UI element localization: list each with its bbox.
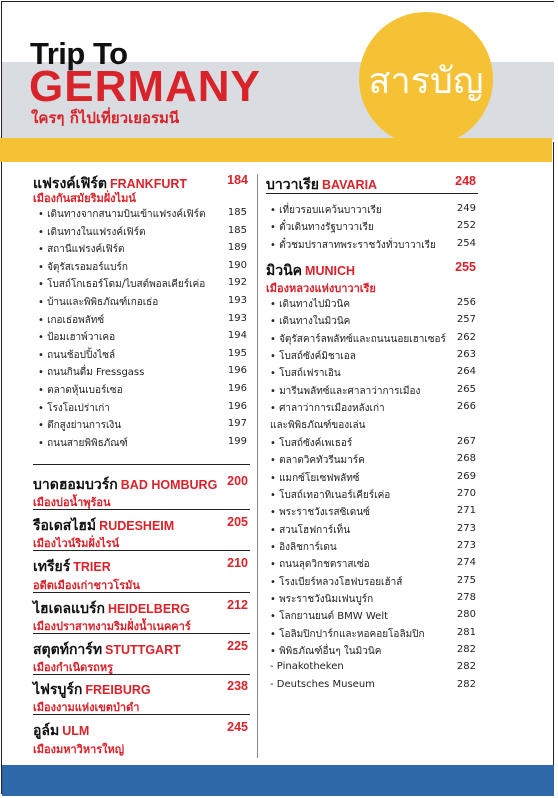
toc-item: • อิงลิชการ์เดน 273 <box>270 539 476 553</box>
section-rule-trier <box>33 592 250 593</box>
section-rule-freiburg <box>33 714 250 715</box>
section-english-name: STUTTGART <box>105 643 181 657</box>
toc-item-page: 252 <box>456 220 476 232</box>
toc-item-page: 281 <box>456 626 476 638</box>
section-subtitle-ulm: เมืองมหาวิหารใหญ่ <box>33 743 125 756</box>
toc-item-page: 271 <box>456 505 476 517</box>
toc-item: - Pinakotheken 282 <box>270 661 476 673</box>
section-thai-name: ไฮเดลแบร์ก <box>33 601 105 617</box>
toc-item-page: 257 <box>456 314 476 326</box>
toc-item-page: 267 <box>456 435 476 447</box>
section-heading-trier <box>33 556 248 578</box>
section-page-number: 212 <box>227 598 248 612</box>
section-subtitle-bad-homburg: เมืองบ่อน้ำพุร้อน <box>33 496 111 509</box>
section-subtitle-rudesheim: เมืองไวน์ริมฝั่งไรน์ <box>33 537 120 550</box>
section-english-name: BAD HOMBURG <box>120 478 218 492</box>
section-subtitle-frankfurt: เมืองกันสมัยริมฝั่งไมน์ <box>33 192 136 205</box>
section-heading-ulm <box>33 720 248 742</box>
section-english-name: TRIER <box>73 560 111 574</box>
section-page-number: 255 <box>455 260 476 274</box>
toc-item: • โรงโอเปร่าเก่า 196 <box>38 400 247 414</box>
section-subtitle-munich: เมืองหลวงแห่งบาวาเรีย <box>266 282 376 295</box>
toc-item-page: 269 <box>456 470 476 482</box>
toc-item: • โรงเบียร์หลวงโฮฟบรอยเฮ้าส์ 275 <box>270 574 476 588</box>
toc-item-page: 262 <box>456 331 476 343</box>
toc-item: • ถนนลุดวิกชตราสเซ่อ 274 <box>270 557 476 571</box>
toc-item-page: 265 <box>456 383 476 395</box>
title-subtitle: ใครๆ ก็ไปเที่ยวเยอรมนี <box>31 109 180 127</box>
title-line-1: Trip To <box>30 36 128 71</box>
section-subtitle-heidelberg: เมืองปราสาทงามริมฝั่งน้ำเนคคาร์ <box>33 620 191 633</box>
toc-item-page: 193 <box>227 312 247 324</box>
section-page-number: 225 <box>227 639 248 653</box>
toc-item: • สถานีแฟรงค์เฟิร์ต 189 <box>38 242 247 256</box>
section-rule-heidelberg <box>33 633 250 634</box>
toc-item: • เกอเธ่อพลัทซ์ 193 <box>38 312 247 326</box>
toc-item: • จัตุรัสคาร์ลพลัทซ์และถนนนอยเฮาเซอร์ 262 <box>270 331 476 345</box>
section-thai-name: รือเดสไฮม์ <box>33 518 97 534</box>
toc-item: • ตลาดหุ้นเบอร์เซอ 196 <box>38 383 247 396</box>
header-yellow-band <box>0 138 552 162</box>
toc-item-page: 199 <box>227 435 247 447</box>
section-thai-name: เทรียร์ <box>33 559 71 575</box>
toc-item-page: 263 <box>456 349 476 361</box>
toc-item: • เดินทางในมิวนิค 257 <box>270 314 476 328</box>
toc-item-page: 266 <box>456 401 476 413</box>
section-english-name: BAVARIA <box>321 178 378 192</box>
section-thai-name: แฟรงค์เฟิร์ต <box>33 176 107 192</box>
toc-item-page: 268 <box>456 453 476 465</box>
toc-item: • เดินทางในแฟรงค์เฟิร์ต 185 <box>38 224 247 238</box>
section-page-number: 245 <box>227 720 248 734</box>
section-thai-name: สตุตท์การ์ท <box>33 642 103 658</box>
toc-item: - Deutsches Museum 282 <box>270 678 476 690</box>
toc-item: • ถนนกินดื่ม Fressgass 196 <box>38 365 247 379</box>
toc-item-page: 196 <box>227 383 247 394</box>
toc-item-page: 273 <box>456 539 476 551</box>
toc-item-page: 193 <box>227 295 247 306</box>
section-thai-name: บาวาเรีย <box>266 177 319 193</box>
section-page-number: 184 <box>227 173 248 187</box>
section-english-name: FRANKFURT <box>109 177 188 191</box>
toc-item-page: 270 <box>456 487 476 499</box>
toc-item: • เดินทางไปมิวนิค 256 <box>270 297 476 310</box>
toc-item-page: 280 <box>456 609 476 621</box>
section-thai-name: บาดฮอมบวร์ก <box>33 477 118 493</box>
toc-item-page: 196 <box>227 365 247 377</box>
section-thai-name: ไฟรบูร์ก <box>33 682 83 698</box>
toc-item: • โลกยานยนต์ BMW Welt 280 <box>270 609 476 623</box>
toc-item: • พระราชวังเรสซิเดนซ์ 271 <box>270 505 476 519</box>
section-page-number: 200 <box>227 474 248 488</box>
section-rule-frankfurt <box>33 464 250 465</box>
section-rule-bavaria <box>266 193 478 194</box>
toc-item-page: 185 <box>227 207 247 218</box>
toc-item: • ถนนสายพิพิธภัณฑ์ 199 <box>38 435 247 449</box>
section-english-name: FREIBURG <box>85 683 151 697</box>
toc-item: • บ้านและพิพิธภัณฑ์เกอเธ่อ 193 <box>38 295 247 308</box>
toc-item: • เดินทางจากสนามบินเข้าแฟรงค์เฟิร์ต 185 <box>38 207 247 220</box>
toc-item: • ตลาดวิคทัวรีนมาร์ค 268 <box>270 453 476 467</box>
toc-item-page: 282 <box>456 644 476 655</box>
section-english-name: MUNICH <box>305 264 356 278</box>
toc-item-page: 194 <box>227 330 247 342</box>
toc-item: • ตึกสูงย่านการเงิน 197 <box>38 418 247 432</box>
section-subtitle-freiburg: เมืองงามแห่งเขตป่าดำ <box>33 701 140 714</box>
toc-item-page: 282 <box>456 661 476 673</box>
section-subtitle-stuttgart: เมืองกำเนิดรถหรู <box>33 661 113 674</box>
toc-item: • โบสถ์โกเธอร์โดม/ไบสต์พอลเคียร์เค่อ 192 <box>38 277 247 291</box>
section-english-name: HEIDELBERG <box>107 602 190 616</box>
toc-item-page: 264 <box>456 366 476 378</box>
toc-item: • โอลิมปิกปาร์กและหอคอยโอลิมปิก 281 <box>270 626 476 640</box>
footer-band <box>2 765 554 796</box>
section-page-number: 205 <box>227 515 248 529</box>
section-english-name: RUDESHEIM <box>99 519 175 533</box>
section-english-name: ULM <box>62 724 90 738</box>
contents-badge-label: สารบัญ <box>368 61 484 102</box>
toc-item-page: 197 <box>227 418 247 430</box>
toc-item: • ป้อมเฮาพ์วาเคอ 194 <box>38 330 247 344</box>
title-line-2: GERMANY <box>29 62 261 111</box>
section-subtitle-trier: อดีตเมืองเก่าชาวโรมัน <box>33 579 140 592</box>
toc-item: • ตั๋วชมปราสาทพระราชวังทั่วบาวาเรีย 254 <box>270 237 476 251</box>
toc-item: • พระราชวังนิมเฟนบูร์ก 278 <box>270 591 476 605</box>
toc-item-page: 282 <box>456 678 476 690</box>
toc-item: • พิพิธภัณฑ์อื่นๆ ในมิวนิค 282 <box>270 644 476 657</box>
toc-item-page: 249 <box>456 203 476 214</box>
section-rule-stuttgart <box>33 674 250 675</box>
section-thai-name: อูล์ม <box>33 723 60 739</box>
section-rule-rudesheim <box>33 550 250 551</box>
toc-item: • ถนนช้อปปิ้งไซล์ 195 <box>38 347 247 361</box>
toc-item-page: 254 <box>456 237 476 249</box>
section-page-number: 248 <box>455 174 476 188</box>
toc-item-page: 256 <box>456 297 476 308</box>
toc-item-page: 195 <box>227 347 247 359</box>
toc-item: • โบสถ์ซังค์มิชาเอล 263 <box>270 349 476 363</box>
toc-item-page: 190 <box>227 259 247 271</box>
section-rule-bad homburg <box>33 509 250 510</box>
toc-item-page: 185 <box>227 224 247 236</box>
column-divider <box>257 174 258 758</box>
section-page-number: 238 <box>227 679 248 693</box>
toc-item: • โบสถ์ซังค์เพเธอร์ 267 <box>270 435 476 449</box>
toc-item: • ศาลาว่าการเมืองหลังเก่า 266 <box>270 401 476 415</box>
toc-item: • แมกซ์โยเซฟพลัทซ์ 269 <box>270 470 476 484</box>
toc-item-page: 278 <box>456 591 476 603</box>
section-thai-name: มิวนิค <box>266 263 303 279</box>
toc-item-page: 192 <box>227 277 247 289</box>
toc-item: • โบสถ์เฟราเอิน 264 <box>270 366 476 380</box>
toc-item: • มารีนพลัทซ์และศาลาว่าการเมือง 265 <box>270 383 476 397</box>
toc-item: • โบสถ์เทอาทิเนอร์เคียร์เค่อ 270 <box>270 487 476 501</box>
toc-item-page: 196 <box>227 400 247 412</box>
toc-item: • สวนโฮฟการ์เท็น 273 <box>270 522 476 536</box>
toc-item: และพิพิธภัณฑ์ของเล่น <box>270 420 366 432</box>
toc-item-page: 189 <box>227 242 247 254</box>
toc-item: • ตั๋วเดินทางรัฐบาวาเรีย 252 <box>270 220 476 234</box>
toc-item-page: 274 <box>456 557 476 569</box>
toc-item: • จัตุรัสเรอมอร์แบร์ก 190 <box>38 259 247 273</box>
toc-item: • เที่ยวรอบแคว้นบาวาเรีย 249 <box>270 203 476 216</box>
section-page-number: 210 <box>227 556 248 570</box>
toc-item-page: 275 <box>456 574 476 586</box>
toc-item-page: 273 <box>456 522 476 534</box>
